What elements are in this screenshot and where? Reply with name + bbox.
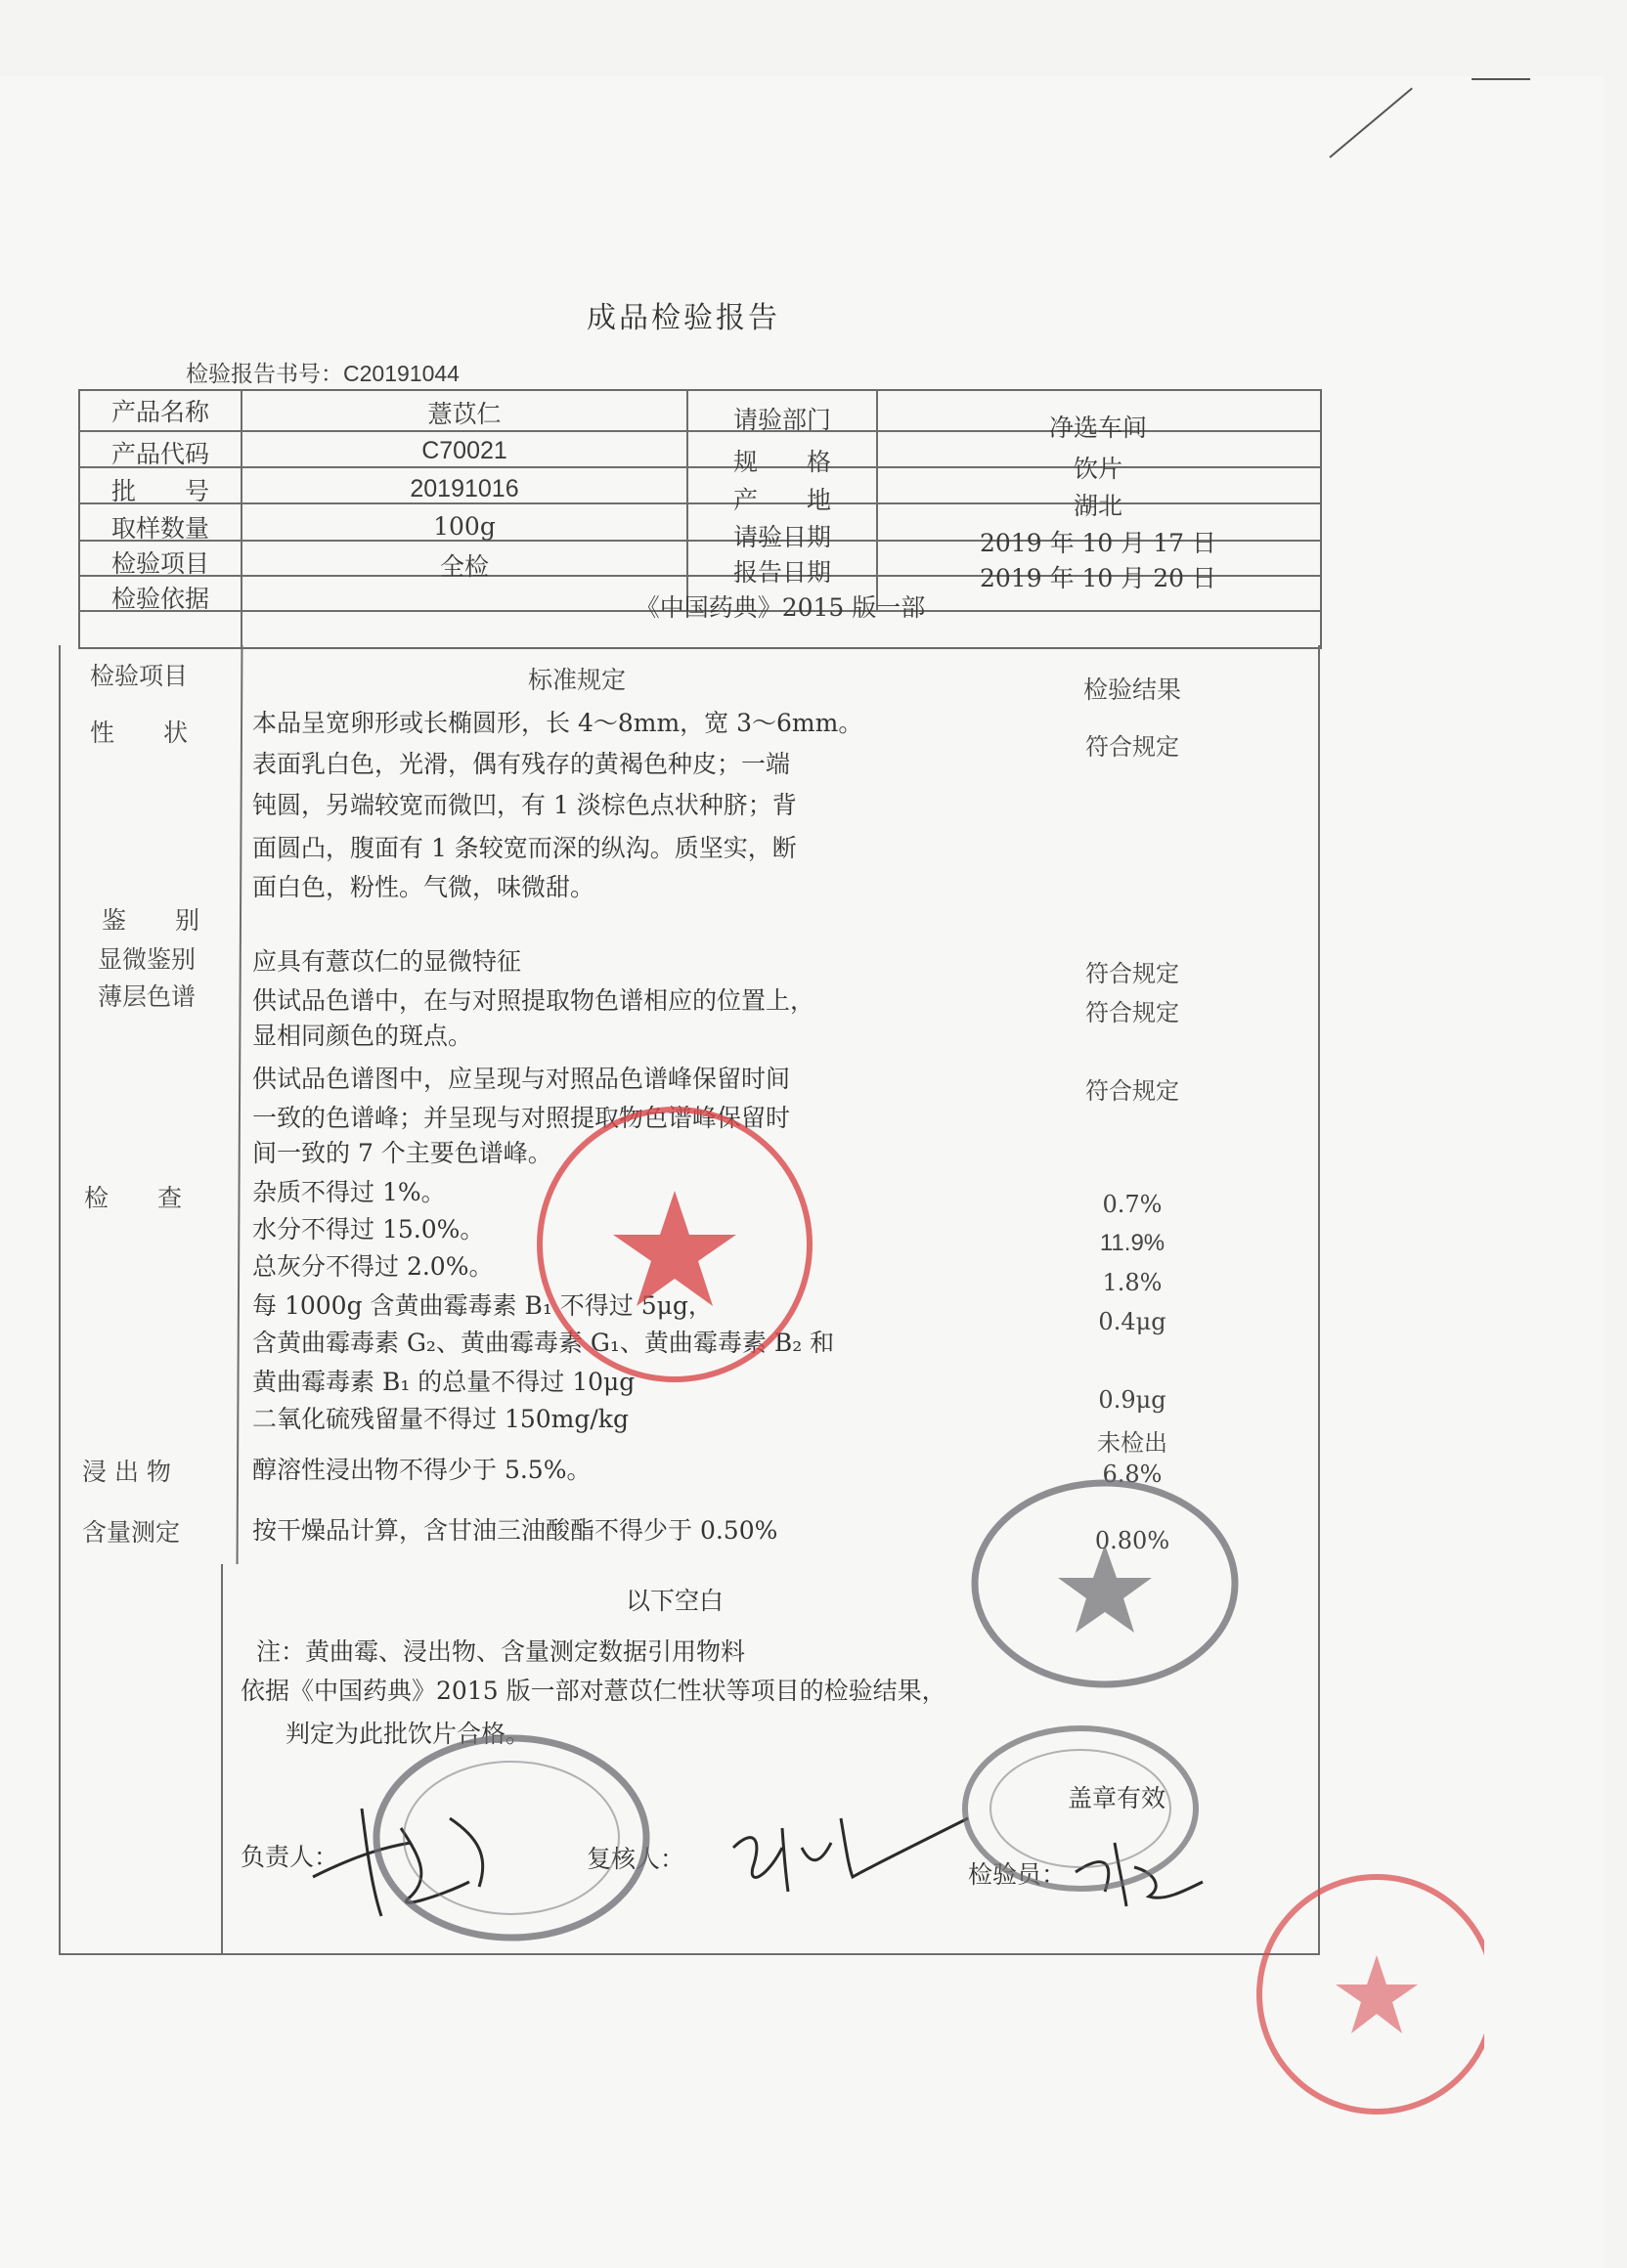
footer-left-rule bbox=[221, 1564, 223, 1953]
basis-value: 《中国药典》2015 版一部 bbox=[635, 593, 926, 622]
batch-label: 批 号 bbox=[110, 477, 209, 505]
result-value: 6.8% bbox=[1102, 1461, 1163, 1488]
result-value: 符合规定 bbox=[1085, 1077, 1179, 1105]
results-header-result: 检验结果 bbox=[1083, 676, 1182, 704]
standard-line: 含黄曲霉毒素 G₂、黄曲霉毒素 G₁、黄曲霉毒素 B₂ 和 bbox=[252, 1329, 835, 1357]
result-value: 0.9μg bbox=[1098, 1386, 1166, 1414]
reviewer-signature bbox=[724, 1809, 978, 1897]
basis-label: 检验依据 bbox=[110, 585, 209, 613]
standard-line: 供试品色谱中，在与对照提取物色谱相应的位置上， bbox=[252, 986, 815, 1015]
standard-line: 每 1000g 含黄曲霉毒素 B₁ 不得过 5μg， bbox=[252, 1291, 713, 1320]
test-item-value: 全检 bbox=[439, 552, 489, 581]
report-date-label: 报告日期 bbox=[732, 558, 831, 587]
product-name-label: 产品名称 bbox=[110, 398, 209, 426]
standard-line: 醇溶性浸出物不得少于 5.5%。 bbox=[252, 1456, 592, 1484]
standard-line: 一致的色谱峰；并呈现与对照提取物色谱峰保留时 bbox=[252, 1104, 791, 1132]
dept-label: 请验部门 bbox=[732, 406, 831, 434]
gray-seal-right bbox=[968, 1476, 1242, 1691]
footer-note-2: 依据《中国药典》2015 版一部对薏苡仁性状等项目的检验结果， bbox=[241, 1677, 946, 1705]
test-item-label: 检验项目 bbox=[110, 549, 209, 578]
product-code-value: C70021 bbox=[421, 437, 507, 464]
section-xingzhuang: 性 状 bbox=[90, 719, 189, 747]
results-right-border bbox=[1318, 645, 1320, 1955]
spec-label: 规 格 bbox=[732, 448, 831, 476]
result-value: 符合规定 bbox=[1085, 733, 1179, 761]
standard-line: 二氧化硫残留量不得过 150mg/kg bbox=[252, 1405, 629, 1433]
standard-line: 供试品色谱图中，应呈现与对照品色谱峰保留时间 bbox=[252, 1065, 791, 1093]
batch-value: 20191016 bbox=[410, 475, 519, 502]
request-date-value: 2019 年 10 月 17 日 bbox=[980, 529, 1216, 557]
blank-below-note: 以下空白 bbox=[626, 1587, 725, 1615]
standard-line: 钝圆，另端较宽而微凹，有 1 淡棕色点状种脐；背 bbox=[252, 791, 797, 819]
standard-line: 黄曲霉毒素 B₁ 的总量不得过 10μg bbox=[252, 1368, 636, 1396]
red-quality-seal bbox=[533, 1103, 816, 1386]
inspector-label: 检验员： bbox=[968, 1860, 1067, 1889]
result-value: 符合规定 bbox=[1085, 960, 1179, 987]
result-value: 11.9% bbox=[1099, 1230, 1165, 1256]
standard-line: 表面乳白色，光滑，偶有残存的黄褐色种皮；一端 bbox=[252, 750, 791, 778]
standard-line: 面白色，粉性。气微，味微甜。 bbox=[252, 873, 595, 901]
origin-value: 湖北 bbox=[1073, 492, 1122, 520]
spec-value: 饮片 bbox=[1073, 455, 1122, 483]
section-jianbie: 鉴 别 bbox=[102, 906, 200, 935]
standard-line: 应具有薏苡仁的显微特征 bbox=[252, 947, 522, 976]
standard-line: 水分不得过 15.0%。 bbox=[252, 1215, 485, 1243]
gray-seal-left bbox=[370, 1730, 653, 1945]
sample-qty-value: 100g bbox=[433, 512, 496, 541]
section-jinchu: 浸 出 物 bbox=[82, 1458, 171, 1486]
result-value: 1.8% bbox=[1102, 1269, 1163, 1296]
report-number bbox=[186, 356, 460, 388]
gray-seal-bottom-right bbox=[958, 1721, 1203, 1897]
report-number-value: C20191044 bbox=[343, 361, 460, 386]
results-header-item: 检验项目 bbox=[90, 662, 189, 690]
section-bochen: 薄层色谱 bbox=[98, 982, 197, 1011]
section-jiancha: 检 查 bbox=[84, 1184, 183, 1212]
standard-line: 杂质不得过 1%。 bbox=[252, 1178, 446, 1206]
dept-value: 净选车间 bbox=[1048, 414, 1147, 442]
standard-line: 间一致的 7 个主要色谱峰。 bbox=[252, 1139, 552, 1167]
red-seal-corner bbox=[1230, 1848, 1484, 2141]
result-value: 未检出 bbox=[1097, 1429, 1167, 1457]
result-value: 0.80% bbox=[1094, 1527, 1170, 1554]
document-title: 成品检验报告 bbox=[587, 301, 780, 335]
result-value: 0.7% bbox=[1102, 1191, 1163, 1218]
scan-edge-mark bbox=[1472, 78, 1530, 80]
responsible-label: 负责人： bbox=[241, 1843, 339, 1871]
results-left-border bbox=[59, 645, 61, 1955]
standard-line: 本品呈宽卵形或长椭圆形，长 4～8mm，宽 3～6mm。 bbox=[252, 709, 863, 737]
standard-line: 面圆凸，腹面有 1 条较宽而深的纵沟。质坚实，断 bbox=[252, 834, 797, 862]
standard-line: 显相同颜色的斑点。 bbox=[252, 1022, 473, 1050]
section-xianwei: 显微鉴别 bbox=[98, 945, 197, 974]
footer-note-3: 判定为此批饮片合格。 bbox=[286, 1720, 531, 1748]
product-name-value: 薏苡仁 bbox=[427, 400, 502, 428]
standard-line: 总灰分不得过 2.0%。 bbox=[252, 1252, 494, 1281]
sample-qty-label: 取样数量 bbox=[110, 514, 209, 543]
result-value: 符合规定 bbox=[1085, 999, 1179, 1026]
results-header-standard: 标准规定 bbox=[528, 666, 627, 694]
result-value: 0.4μg bbox=[1098, 1308, 1166, 1335]
request-date-label: 请验日期 bbox=[732, 523, 831, 551]
results-bottom-border bbox=[59, 1953, 1320, 1955]
reviewer-label: 复核人： bbox=[587, 1845, 685, 1873]
report-number-label: 检验报告书号： bbox=[186, 362, 343, 387]
report-date-value: 2019 年 10 月 20 日 bbox=[980, 564, 1216, 592]
product-code-label: 产品代码 bbox=[110, 440, 209, 468]
stamp-valid-text: 盖章有效 bbox=[1068, 1784, 1166, 1812]
footer-note-1: 注：黄曲霉、浸出物、含量测定数据引用物料 bbox=[256, 1637, 746, 1666]
standard-line: 按干燥品计算，含甘油三油酸酯不得少于 0.50% bbox=[252, 1516, 778, 1545]
section-hanliang: 含量测定 bbox=[82, 1518, 181, 1547]
origin-label: 产 地 bbox=[732, 486, 831, 514]
